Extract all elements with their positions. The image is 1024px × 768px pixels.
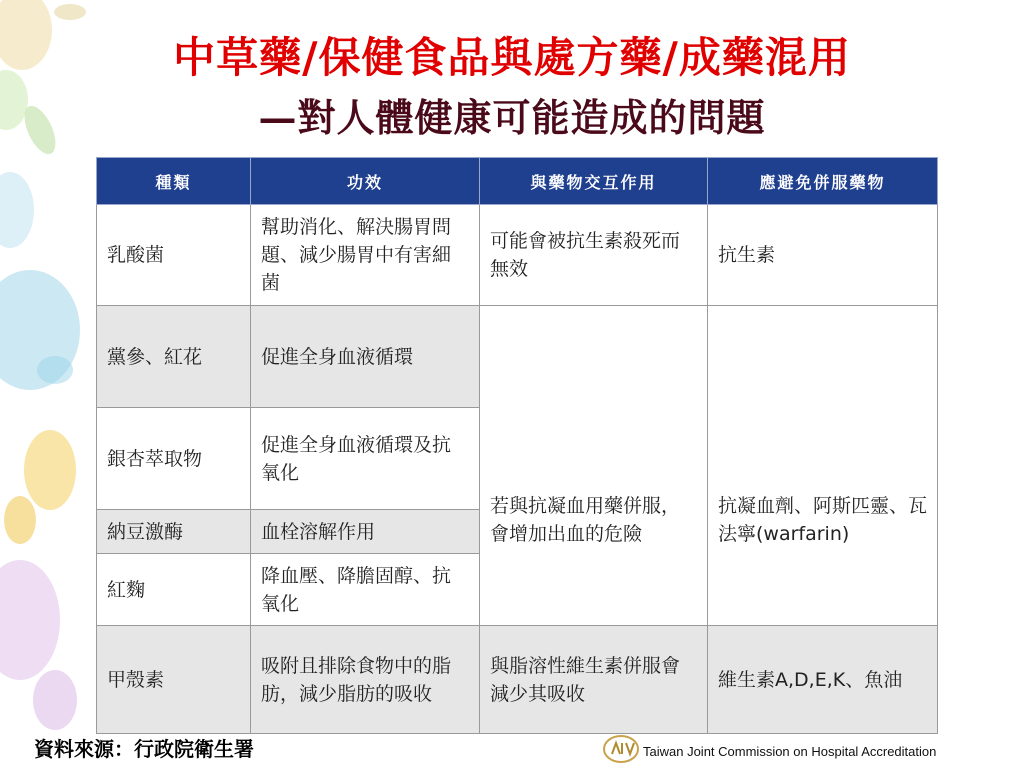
cell-type: 銀杏萃取物 (97, 408, 251, 510)
cell-type: 甲殼素 (97, 626, 251, 734)
cell-effect: 促進全身血液循環 (251, 306, 480, 408)
title-line2: —對人體健康可能造成的問題 (258, 95, 766, 140)
cell-effect: 幫助消化、解決腸胃問題、減少腸胃中有害細菌 (251, 205, 480, 306)
header-type: 種類 (97, 158, 251, 205)
header-effect: 功效 (251, 158, 480, 205)
cell-type: 乳酸菌 (97, 205, 251, 306)
title-line1: 中草藥/保健食品與處方藥/成藥混用 (173, 33, 851, 82)
table-row (97, 306, 938, 408)
header-avoid: 應避免併服藥物 (708, 158, 938, 205)
cell-interaction: 可能會被抗生素殺死而無效 (480, 205, 708, 306)
footer-org-name: Taiwan Joint Commission on Hospital Accreditation (643, 744, 937, 759)
cell-interaction: 與脂溶性維生素併服會減少其吸收 (480, 626, 708, 734)
cell-type: 黨參、紅花 (97, 306, 251, 408)
table-header-row (97, 158, 938, 205)
cell-type: 納豆激酶 (97, 510, 251, 554)
cell-interaction-merged (480, 306, 708, 626)
merged-interaction-text: 若與抗凝血用藥併服，會增加出血的危險 (490, 494, 681, 545)
cell-type: 紅麴 (97, 554, 251, 626)
cell-avoid-merged (708, 306, 938, 626)
cell-avoid: 抗生素 (708, 205, 938, 306)
table-row (97, 626, 938, 734)
cell-effect: 促進全身血液循環及抗氧化 (251, 408, 480, 510)
source-note: 資料來源：行政院衛生署 (34, 737, 254, 761)
table-row (97, 205, 938, 306)
header-interaction: 與藥物交互作用 (480, 158, 708, 205)
cell-effect: 血栓溶解作用 (251, 510, 480, 554)
interaction-table (96, 157, 938, 734)
cell-avoid: 維生素A,D,E,K、魚油 (708, 626, 938, 734)
tjcha-logo-icon (602, 734, 640, 764)
cell-effect: 吸附且排除食物中的脂肪，減少脂肪的吸收 (251, 626, 480, 734)
merged-avoid-text: 抗凝血劑、阿斯匹靈、瓦法寧(warfarin) (718, 494, 928, 545)
cell-effect: 降血壓、降膽固醇、抗氧化 (251, 554, 480, 626)
